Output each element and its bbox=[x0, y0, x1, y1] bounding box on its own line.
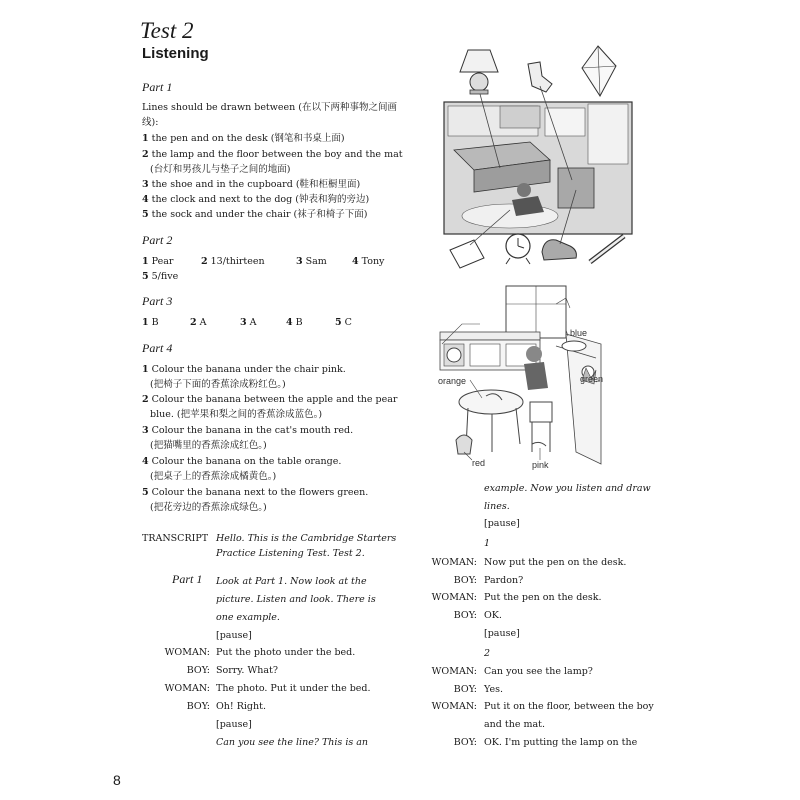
dialogue-line: OK. I'm putting the lamp on the bbox=[484, 737, 638, 748]
part4-item-cont: (把椅子下面的香蕉涂成粉红色。) bbox=[150, 379, 286, 390]
part1-item: 2 the lamp and the floor between the boy and the mat bbox=[142, 149, 403, 160]
transcript-part1-heading: Part 1 bbox=[172, 572, 203, 586]
label-blue: blue bbox=[570, 328, 588, 338]
part4-heading: Part 4 bbox=[142, 341, 173, 355]
label-green: green bbox=[580, 374, 604, 384]
page-number: 8 bbox=[113, 772, 121, 788]
transcript-intro: Hello. This is the Cambridge Starters bbox=[216, 533, 397, 544]
transcript-instruction: example. Now you listen and draw bbox=[484, 483, 651, 494]
speaker-label: WOMAN: bbox=[164, 683, 210, 694]
page-title: Test 2 bbox=[140, 18, 194, 43]
part1-intro-2: 线): bbox=[142, 117, 159, 128]
dialogue-line: Oh! Right. bbox=[216, 701, 266, 712]
part1-heading: Part 1 bbox=[142, 80, 173, 94]
speaker-label: BOY: bbox=[186, 665, 210, 676]
dialogue-line: Put the pen on the desk. bbox=[484, 592, 602, 603]
part2-answer: 2 13/thirteen bbox=[201, 256, 265, 267]
transcript-intro: Practice Listening Test. Test 2. bbox=[216, 548, 365, 559]
shoe-icon bbox=[542, 240, 576, 260]
part4-item: 2 Colour the banana between the apple and the pear bbox=[142, 394, 398, 405]
dialogue-line: Yes. bbox=[484, 684, 503, 695]
bedroom-illustration bbox=[440, 40, 640, 270]
part4-item: 3 Colour the banana in the cat's mouth red. bbox=[142, 425, 354, 436]
part2-heading: Part 2 bbox=[142, 233, 173, 247]
speaker-label: BOY: bbox=[186, 701, 210, 712]
lamp-icon bbox=[460, 50, 498, 94]
transcript-instruction: lines. bbox=[484, 501, 510, 512]
dialogue-line: Put it on the floor, between the boy bbox=[484, 701, 654, 712]
part4-item: 5 Colour the banana next to the flowers green. bbox=[142, 487, 369, 498]
dialogue-line: Now put the pen on the desk. bbox=[484, 557, 627, 568]
pause-marker: [pause] bbox=[484, 518, 520, 529]
dialogue-line: Can you see the lamp? bbox=[484, 666, 593, 677]
speaker-label: WOMAN: bbox=[431, 666, 477, 677]
pause-marker: [pause] bbox=[484, 628, 520, 639]
dialogue-line: Sorry. What? bbox=[216, 665, 278, 676]
transcript-instruction: Can you see the line? This is an bbox=[216, 737, 369, 748]
kite-icon bbox=[582, 46, 616, 96]
part1-item-cont: (台灯和男孩儿与垫子之间的地面) bbox=[150, 164, 291, 175]
pen-icon bbox=[590, 236, 624, 262]
sock-icon bbox=[528, 62, 552, 92]
part2-answer: 1 Pear bbox=[142, 256, 174, 267]
part3-answer: 5 C bbox=[335, 317, 352, 328]
pause-marker: [pause] bbox=[216, 630, 252, 641]
dialogue-line: OK. bbox=[484, 610, 502, 621]
part2-answer: 5 5/five bbox=[142, 271, 179, 282]
dialogue-line: The photo. Put it under the bed. bbox=[216, 683, 371, 694]
child-figure bbox=[526, 346, 542, 362]
speaker-label: BOY: bbox=[453, 610, 477, 621]
speaker-label: WOMAN: bbox=[431, 557, 477, 568]
transcript-instruction: one example. bbox=[216, 612, 280, 623]
speaker-label: WOMAN: bbox=[164, 647, 210, 658]
part1-intro-1: Lines should be drawn between (在以下两种事物之间画 bbox=[142, 102, 397, 113]
part4-item: 4 Colour the banana on the table orange. bbox=[142, 456, 342, 467]
part4-item-cont: (把桌子上的香蕉涂成橘黄色。) bbox=[150, 471, 277, 482]
speaker-label: WOMAN: bbox=[431, 701, 477, 712]
part1-item: 3 the shoe and in the cupboard (鞋和柜橱里面) bbox=[142, 179, 361, 190]
label-red: red bbox=[472, 458, 486, 468]
cat-icon bbox=[456, 435, 472, 454]
transcript-instruction: picture. Listen and look. There is bbox=[216, 594, 376, 605]
part1-item: 1 the pen and on the desk (钢笔和书桌上面) bbox=[142, 133, 345, 144]
dialogue-line: and the mat. bbox=[484, 719, 545, 730]
section-number: 2 bbox=[484, 648, 491, 659]
part4-item-cont: blue. (把苹果和梨之间的香蕉涂成蓝色。) bbox=[150, 409, 323, 420]
part3-answer: 1 B bbox=[142, 317, 159, 328]
part1-item: 5 the sock and under the chair (袜子和椅子下面) bbox=[142, 209, 368, 220]
part3-heading: Part 3 bbox=[142, 294, 173, 308]
part2-answer: 3 Sam bbox=[296, 256, 327, 267]
speaker-label: BOY: bbox=[453, 737, 477, 748]
transcript-label: TRANSCRIPT bbox=[142, 533, 209, 544]
transcript-instruction: Look at Part 1. Now look at the bbox=[216, 576, 367, 587]
photo-icon bbox=[450, 240, 484, 268]
dialogue-line: Put the photo under the bed. bbox=[216, 647, 356, 658]
part3-answer: 3 A bbox=[240, 317, 257, 328]
section-title: Listening bbox=[142, 45, 209, 62]
pause-marker: [pause] bbox=[216, 719, 252, 730]
part3-answer: 4 B bbox=[286, 317, 303, 328]
speaker-label: BOY: bbox=[453, 684, 477, 695]
part2-answer: 4 Tony bbox=[352, 256, 385, 267]
section-number: 1 bbox=[484, 538, 491, 549]
part4-item-cont: (把猫嘴里的香蕉涂成红色。) bbox=[150, 440, 267, 451]
kitchen-illustration bbox=[436, 284, 606, 474]
part1-item: 4 the clock and next to the dog (钟表和狗的旁边) bbox=[142, 194, 370, 205]
dialogue-line: Pardon? bbox=[484, 575, 524, 586]
label-pink: pink bbox=[532, 460, 549, 470]
part4-item: 1 Colour the banana under the chair pink. bbox=[142, 364, 346, 375]
clock-icon bbox=[506, 234, 530, 264]
label-orange: orange bbox=[438, 376, 467, 386]
part3-answer: 2 A bbox=[190, 317, 207, 328]
speaker-label: WOMAN: bbox=[431, 592, 477, 603]
part4-item-cont: (把花旁边的香蕉涂成绿色。) bbox=[150, 502, 267, 513]
speaker-label: BOY: bbox=[453, 575, 477, 586]
